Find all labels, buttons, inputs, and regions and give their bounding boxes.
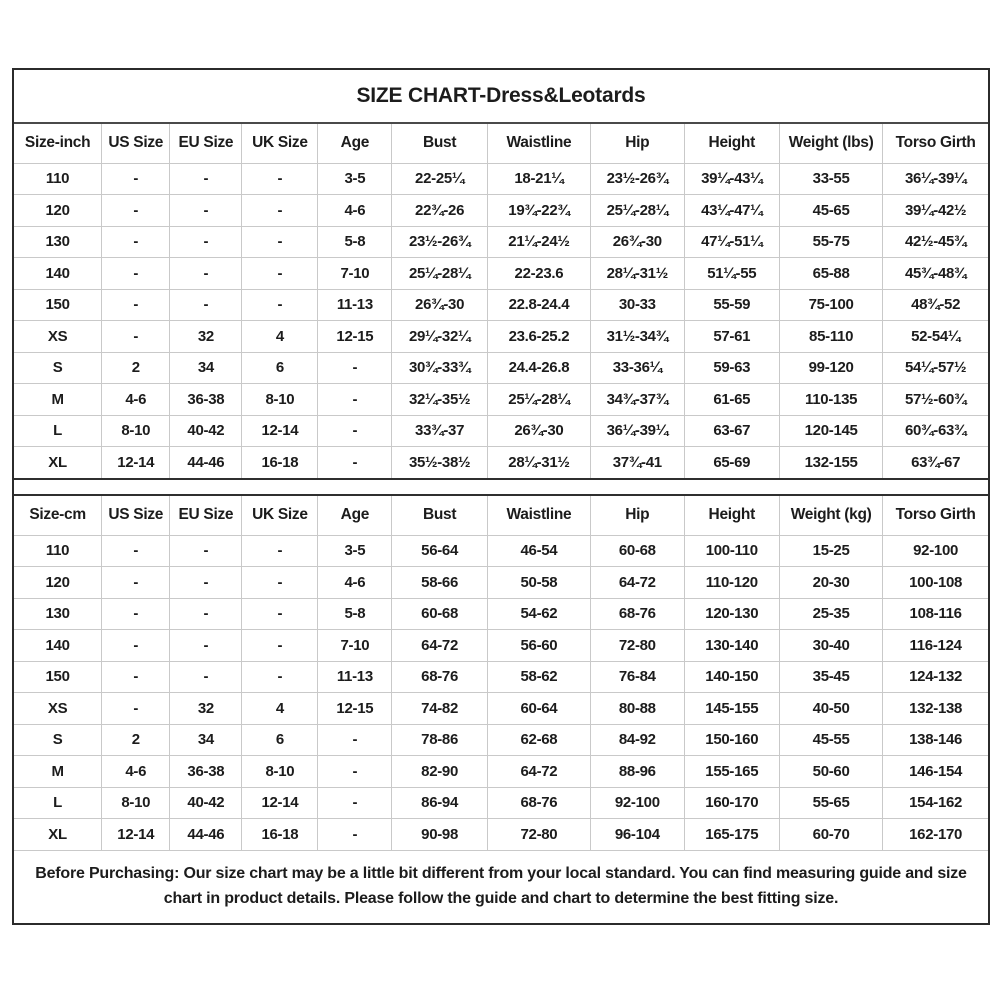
column-header: Hip [591,496,685,535]
table-cell: 63-67 [684,415,779,447]
table-cell: - [242,535,318,567]
table-cell: - [242,258,318,290]
table-row [14,258,988,290]
table-cell: 25¼-28¼ [591,195,685,227]
table-cell: 4-6 [318,567,392,599]
table-cell: 60-64 [487,693,590,725]
column-header: Bust [392,496,487,535]
table-cell: 68-76 [487,787,590,819]
table-cell: 42½-45¾ [883,226,988,258]
table-cell: 21¼-24½ [487,226,590,258]
table-cell: 55-75 [779,226,882,258]
table-cell: 58-66 [392,567,487,599]
table-row [14,163,988,195]
table-cell: 43¼-47¼ [684,195,779,227]
table-cell: 11-13 [318,289,392,321]
column-header: Waistline [487,124,590,163]
column-header: US Size [102,496,170,535]
header-row [14,496,988,535]
table-cell: 130-140 [684,630,779,662]
table-cell: 23.6-25.2 [487,321,590,353]
table-cell: 150-160 [684,724,779,756]
table-cell: XS [14,693,102,725]
table-row [14,787,988,819]
table-cell: 110 [14,535,102,567]
table-cell: - [170,258,242,290]
table-cell: 62-68 [487,724,590,756]
table-cell: - [102,321,170,353]
column-header: Waistline [487,496,590,535]
table-cell: 8-10 [102,787,170,819]
table-cell: 25-35 [779,598,882,630]
table-cell: 32¼-35½ [392,384,487,416]
table-cell: L [14,415,102,447]
table-cell: 46-54 [487,535,590,567]
table-cell: 44-46 [170,819,242,851]
column-header: Hip [591,124,685,163]
table-cell: - [242,195,318,227]
table-cell: M [14,384,102,416]
column-header: EU Size [170,496,242,535]
table-cell: 2 [102,352,170,384]
table-row [14,289,988,321]
table-cell: 65-88 [779,258,882,290]
table-row [14,756,988,788]
table-cell: 130 [14,226,102,258]
table-cell: 56-64 [392,535,487,567]
table-cell: - [242,598,318,630]
table-cell: 4 [242,321,318,353]
column-header: Torso Girth [883,496,988,535]
table-cell: 99-120 [779,352,882,384]
table-cell: - [318,756,392,788]
table-cell: 150 [14,289,102,321]
table-cell: - [242,289,318,321]
table-row [14,226,988,258]
table-row [14,535,988,567]
table-cell: 8-10 [242,756,318,788]
table-cell: - [242,661,318,693]
table-cell: 100-108 [883,567,988,599]
table-cell: 132-138 [883,693,988,725]
table-cell: 55-65 [779,787,882,819]
table-cell: 16-18 [242,819,318,851]
table-cell: 75-100 [779,289,882,321]
table-cell: 4-6 [318,195,392,227]
table-cell: 50-58 [487,567,590,599]
table-cell: - [102,630,170,662]
table-cell: 57-61 [684,321,779,353]
table-cell: 4-6 [102,756,170,788]
table-cell: 8-10 [102,415,170,447]
table-cell: - [170,163,242,195]
table-cell: 34 [170,352,242,384]
table-cell: 92-100 [591,787,685,819]
table-cell: 64-72 [591,567,685,599]
table-cell: 31½-34¾ [591,321,685,353]
table-cell: 12-14 [242,787,318,819]
column-header: UK Size [242,124,318,163]
table-cell: 74-82 [392,693,487,725]
table-row [14,819,988,851]
column-header: US Size [102,124,170,163]
table-cell: 44-46 [170,447,242,479]
table-cell: 5-8 [318,598,392,630]
table-cell: 150 [14,661,102,693]
size-table-inch [14,124,988,478]
table-cell: 110-120 [684,567,779,599]
table-cell: 32 [170,321,242,353]
column-header: Torso Girth [883,124,988,163]
table-cell: 132-155 [779,447,882,479]
table-cell: 32 [170,693,242,725]
table-row [14,693,988,725]
table-cell: 25¼-28¼ [487,384,590,416]
table-cell: 68-76 [591,598,685,630]
table-cell: 55-59 [684,289,779,321]
table-row [14,598,988,630]
table-cell: - [318,415,392,447]
table-cell: 24.4-26.8 [487,352,590,384]
table-cell: 3-5 [318,163,392,195]
table-cell: M [14,756,102,788]
table-row [14,352,988,384]
table-cell: - [242,226,318,258]
column-header: Size-inch [14,124,102,163]
table-cell: 60-70 [779,819,882,851]
table-cell: 16-18 [242,447,318,479]
table-cell: 60¾-63¾ [883,415,988,447]
table-cell: - [318,384,392,416]
table-cell: 39¼-43¼ [684,163,779,195]
table-cell: - [242,567,318,599]
table-cell: 78-86 [392,724,487,756]
column-header: EU Size [170,124,242,163]
table-cell: 29¼-32¼ [392,321,487,353]
table-cell: 45-55 [779,724,882,756]
table-cell: - [170,195,242,227]
table-cell: 116-124 [883,630,988,662]
table-cell: 22-23.6 [487,258,590,290]
table-cell: 86-94 [392,787,487,819]
table-cell: 64-72 [487,756,590,788]
table-cell: 120-145 [779,415,882,447]
column-header: Weight (kg) [779,496,882,535]
table-cell: 12-14 [242,415,318,447]
column-header: UK Size [242,496,318,535]
table-cell: 92-100 [883,535,988,567]
table-cell: 56-60 [487,630,590,662]
table-cell: 130 [14,598,102,630]
table-cell: 33-55 [779,163,882,195]
column-header: Weight (lbs) [779,124,882,163]
table-cell: 58-62 [487,661,590,693]
title-band [14,70,988,124]
table-cell: 61-65 [684,384,779,416]
table-cell: 90-98 [392,819,487,851]
table-cell: 60-68 [591,535,685,567]
table-row [14,415,988,447]
table-cell: - [242,630,318,662]
table-row [14,195,988,227]
table-cell: 12-15 [318,321,392,353]
table-cell: 57½-60¾ [883,384,988,416]
table-cell: 45-65 [779,195,882,227]
table-cell: 59-63 [684,352,779,384]
purchase-note: Before Purchasing: Our size chart may be a little bit different from your local standard. You can find measuring guide and size chart in product details. Please follow the guide and chart to determine the best fitting size. [14,850,988,923]
table-cell: - [170,535,242,567]
table-cell: - [102,598,170,630]
table-cell: 6 [242,724,318,756]
table-cell: - [170,630,242,662]
table-cell: 72-80 [487,819,590,851]
table-row [14,630,988,662]
table-cell: 28¼-31½ [487,447,590,479]
table-cell: 5-8 [318,226,392,258]
table-cell: 110-135 [779,384,882,416]
table-cell: 40-50 [779,693,882,725]
table-cell: 22.8-24.4 [487,289,590,321]
column-header: Height [684,124,779,163]
table-cell: 25¼-28¼ [392,258,487,290]
table-cell: 30-33 [591,289,685,321]
table-cell: 54¼-57½ [883,352,988,384]
table-cell: - [242,163,318,195]
table-cell: - [170,289,242,321]
table-cell: 23½-26¾ [591,163,685,195]
table-cell: S [14,352,102,384]
table-cell: 18-21¼ [487,163,590,195]
table-cell: XL [14,447,102,479]
table-cell: 72-80 [591,630,685,662]
table-cell: 60-68 [392,598,487,630]
column-header: Size-cm [14,496,102,535]
table-cell: 85-110 [779,321,882,353]
table-cell: 47¼-51¼ [684,226,779,258]
table-cell: 26¾-30 [392,289,487,321]
table-cell: 48¾-52 [883,289,988,321]
table-cell: 35-45 [779,661,882,693]
table-cell: - [102,163,170,195]
table-cell: - [102,289,170,321]
table-cell: L [14,787,102,819]
table-cell: 124-132 [883,661,988,693]
table-cell: - [170,226,242,258]
table-cell: 138-146 [883,724,988,756]
table-cell: 68-76 [392,661,487,693]
table-cell: 6 [242,352,318,384]
table-cell: 63¾-67 [883,447,988,479]
table-cell: 34 [170,724,242,756]
table-cell: 7-10 [318,630,392,662]
table-cell: 40-42 [170,787,242,819]
table-cell: - [102,258,170,290]
column-header: Bust [392,124,487,163]
table-cell: 15-25 [779,535,882,567]
table-cell: 36¼-39¼ [883,163,988,195]
table-cell: 146-154 [883,756,988,788]
table-cell: 35½-38½ [392,447,487,479]
table-cell: 52-54¼ [883,321,988,353]
size-chart [12,68,990,925]
table-cell: 33-36¼ [591,352,685,384]
table-cell: 30-40 [779,630,882,662]
table-cell: 160-170 [684,787,779,819]
size-table-cm [14,496,988,850]
table-cell: 50-60 [779,756,882,788]
header-row [14,124,988,163]
table-cell: 26¾-30 [487,415,590,447]
table-cell: 120 [14,567,102,599]
table-cell: 140 [14,630,102,662]
table-cell: - [170,567,242,599]
table-cell: 36-38 [170,384,242,416]
table-cell: 54-62 [487,598,590,630]
table-cell: 76-84 [591,661,685,693]
table-cell: 19¾-22¾ [487,195,590,227]
table-row [14,384,988,416]
table-cell: 30¾-33¾ [392,352,487,384]
table-cell: - [318,724,392,756]
table-cell: S [14,724,102,756]
table-cell: 22-25¼ [392,163,487,195]
table-cell: 120-130 [684,598,779,630]
table-cell: - [318,819,392,851]
table-divider [14,478,988,496]
table-cell: 155-165 [684,756,779,788]
column-header: Age [318,124,392,163]
table-cell: 140-150 [684,661,779,693]
table-row [14,567,988,599]
table-cell: 36-38 [170,756,242,788]
table-cell: - [102,693,170,725]
table-cell: 140 [14,258,102,290]
table-cell: 34¾-37¾ [591,384,685,416]
table-cell: - [102,226,170,258]
table-cell: - [102,567,170,599]
table-cell: 8-10 [242,384,318,416]
table-cell: 96-104 [591,819,685,851]
table-cell: 64-72 [392,630,487,662]
table-row [14,661,988,693]
column-header: Height [684,496,779,535]
table-cell: - [318,447,392,479]
table-cell: 165-175 [684,819,779,851]
table-cell: 12-15 [318,693,392,725]
table-cell: 40-42 [170,415,242,447]
table-cell: 20-30 [779,567,882,599]
table-cell: 23½-26¾ [392,226,487,258]
table-cell: 162-170 [883,819,988,851]
table-cell: 145-155 [684,693,779,725]
table-cell: - [318,352,392,384]
table-row [14,321,988,353]
table-cell: 26¾-30 [591,226,685,258]
table-cell: 3-5 [318,535,392,567]
table-cell: 88-96 [591,756,685,788]
table-cell: 28¼-31½ [591,258,685,290]
table-cell: - [102,661,170,693]
table-cell: 108-116 [883,598,988,630]
table-cell: - [170,598,242,630]
table-cell: - [170,661,242,693]
table-cell: 84-92 [591,724,685,756]
table-cell: - [102,535,170,567]
table-cell: 7-10 [318,258,392,290]
table-cell: 11-13 [318,661,392,693]
table-row [14,447,988,479]
table-cell: 33¾-37 [392,415,487,447]
table-cell: 154-162 [883,787,988,819]
chart-title: SIZE CHART-Dress&Leotards [356,84,646,107]
column-header: Age [318,496,392,535]
table-cell: 51¼-55 [684,258,779,290]
table-row [14,724,988,756]
table-cell: - [102,195,170,227]
table-cell: - [318,787,392,819]
table-cell: 39¼-42½ [883,195,988,227]
table-cell: 120 [14,195,102,227]
table-cell: XL [14,819,102,851]
table-cell: 36¼-39¼ [591,415,685,447]
table-cell: 45¾-48¾ [883,258,988,290]
table-cell: 2 [102,724,170,756]
table-cell: 12-14 [102,819,170,851]
table-cell: 110 [14,163,102,195]
table-cell: 4-6 [102,384,170,416]
table-cell: 65-69 [684,447,779,479]
table-cell: 4 [242,693,318,725]
table-cell: 82-90 [392,756,487,788]
table-cell: 80-88 [591,693,685,725]
table-cell: 37¾-41 [591,447,685,479]
table-cell: 12-14 [102,447,170,479]
table-cell: 22¾-26 [392,195,487,227]
table-cell: 100-110 [684,535,779,567]
table-cell: XS [14,321,102,353]
